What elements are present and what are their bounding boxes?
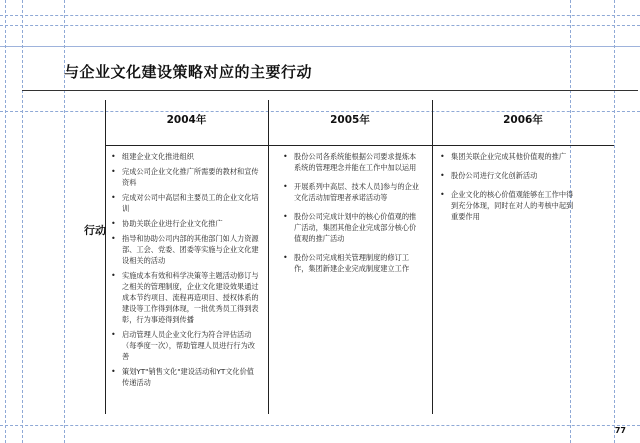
list-item: • 企业文化的核心价值观能够在工作中得到充分体现，同时在对人的考核中起到重要作用: [440, 189, 576, 222]
column-divider: [432, 100, 433, 414]
list-item: • 指导和协助公司内部的其他部门如人力资源部、工会、党委、团委等实施与企业文化建设相关的活动: [111, 233, 261, 266]
header-divider: [105, 145, 614, 146]
list-item: • 启动管理人员企业文化行为符合评估活动（每季度一次），帮助管理人员进行行为改善: [111, 329, 261, 362]
title-divider: [22, 90, 638, 91]
column-divider: [105, 100, 106, 414]
list-item: • 股份公司完成相关管理制度的修订工作，集团新建企业完成制度建立工作: [283, 252, 421, 274]
actions-2005-list: [283, 151, 421, 282]
actions-2004-list: [111, 151, 261, 392]
year-header-2006: 2006年: [503, 114, 543, 126]
list-item: • 股份公司完成计划中的核心价值观的推广活动，集团其他企业完成部分核心价值观的推广活动: [283, 211, 421, 244]
list-item: • 股份公司各系统能根据公司要求提炼本系统的管理理念并能在工作中加以运用: [283, 151, 421, 173]
list-item: • 开展系列中高层、技术人员]参与的企业文化活动加管理者承诺活动等: [283, 181, 421, 203]
row-label: 行动: [84, 224, 106, 237]
list-item: • 集团关联企业完成其他价值观的推广: [440, 151, 576, 162]
list-item: • 策划YT"销售文化"建设活动和YT文化价值传递活动: [111, 366, 261, 388]
actions-2006-list: [440, 151, 576, 230]
list-item: • 协助关联企业进行企业文化推广: [111, 218, 261, 229]
guide-line: [0, 15, 640, 16]
guide-line: [5, 0, 6, 443]
column-divider: [268, 100, 269, 414]
guide-line: [614, 0, 615, 443]
list-item: • 完成公司企业文化推广所需要的教材和宣传资料: [111, 166, 261, 188]
guide-line: [22, 0, 23, 443]
year-header-2005: 2005年: [330, 114, 370, 126]
list-item: • 完成对公司中高层和主要员工的企业文化培训: [111, 192, 261, 214]
list-item: • 股份公司进行文化创新活动: [440, 170, 576, 181]
guide-line: [0, 425, 640, 426]
guide-line: [0, 25, 640, 26]
page-title: 与企业文化建设策略对应的主要行动: [64, 63, 313, 81]
year-header-2004: 2004年: [166, 114, 207, 126]
list-item: • 组建企业文化推进组织: [111, 151, 261, 162]
page-number: 77: [614, 426, 626, 435]
list-item: • 实施成本有效和科学决策等主题活动修订与之相关的管理制度，企业文化建设效果通过成本节约项目、流程再造项目、授权体系的建设等工作得到体现，一批优秀员工得到表彰，行为事迹得到传播: [111, 270, 261, 325]
guide-line: [0, 46, 640, 47]
